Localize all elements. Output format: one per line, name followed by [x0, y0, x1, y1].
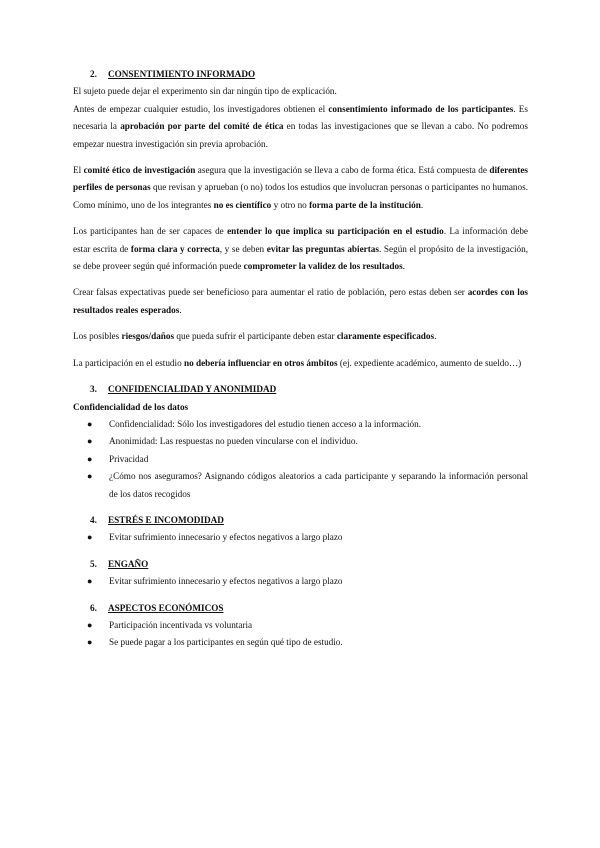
list-item: ● Participación incentivada vs voluntaria	[73, 617, 528, 634]
section-heading-engano: 5. ENGAÑO	[90, 558, 149, 569]
paragraph: La participación en el estudio no debería influenciar en otros ámbitos (ej. expediente académico, aumento de sueldo…)	[73, 357, 522, 368]
paragraph: El sujeto puede dejar el experimento sin dar ningún tipo de explicación.	[73, 86, 337, 97]
bullet-list	[73, 617, 528, 652]
section-heading-confidencialidad: 3. CONFIDENCIALIDAD Y ANONIMIDAD	[90, 384, 277, 395]
list-item: ● ¿Cómo nos aseguramos? Asignando códigos aleatorios a cada participante y separando la información personal de los datos recogidos	[73, 468, 528, 503]
bullet-list	[73, 573, 528, 590]
bullet-icon: ●	[87, 418, 93, 429]
paragraph: Los participantes han de ser capaces de entender lo que implica su participación en el estudio. La información debe estar escrita de forma clara y correcta, y se deben evitar las preguntas abiertas. Según el propósito de la investigación, se debe proveer según qué información puede comprometer la validez de los resultados.	[73, 226, 528, 272]
bullet-list	[73, 416, 528, 503]
bullet-icon: ●	[87, 637, 93, 648]
paragraph: El comité ético de investigación asegura que la investigación se lleva a cabo de forma ética. Está compuesta de diferentes perfiles de personas que revisan y aprueban (o no) todos los estudios que involucran personas o participantes no humanos. Como mínimo, uno de los integrantes no es científico y otro no forma parte de la institución.	[73, 165, 528, 210]
bullet-icon: ●	[87, 619, 93, 630]
section-heading-estres: 4. ESTRÉS E INCOMODIDAD	[90, 514, 224, 525]
bullet-icon: ●	[87, 532, 93, 543]
bullet-icon: ●	[87, 453, 93, 464]
paragraph: Antes de empezar cualquier estudio, los investigadores obtienen el consentimiento informado de los participantes. Es necesaria la aprobación por parte del comité de ética en todas las investigaciones que se llevan a cabo. No podremos empezar nuestra investigación sin previa aprobación.	[73, 103, 528, 149]
bullet-icon: ●	[87, 436, 93, 447]
list-item: ● Evitar sufrimiento innecesario y efectos negativos a largo plazo	[73, 529, 528, 546]
list-item: ● Evitar sufrimiento innecesario y efectos negativos a largo plazo	[73, 573, 528, 590]
list-item: ● Privacidad	[73, 451, 528, 468]
list-item: ● Confidencialidad: Sólo los investigadores del estudio tienen acceso a la información.	[73, 416, 528, 433]
section-heading-aspectos-economicos: 6. ASPECTOS ECONÓMICOS	[90, 602, 224, 613]
bullet-list	[73, 529, 528, 546]
subsection-heading: Confidencialidad de los datos	[73, 401, 189, 412]
list-item: ● Se puede pagar a los participantes en según qué tipo de estudio.	[73, 634, 528, 651]
bullet-icon: ●	[87, 576, 93, 587]
bullet-icon: ●	[87, 471, 93, 482]
paragraph: Crear falsas expectativas puede ser beneficioso para aumentar el ratio de población, pero estas deben ser acordes con los resultados reales esperados.	[73, 287, 528, 315]
paragraph: Los posibles riesgos/daños que pueda sufrir el participante deben estar claramente especificados.	[73, 331, 437, 342]
section-heading-consentimiento: 2. CONSENTIMIENTO INFORMADO	[90, 69, 256, 79]
list-item: ● Anonimidad: Las respuestas no pueden vincularse con el individuo.	[73, 433, 528, 450]
document-page	[73, 66, 528, 652]
